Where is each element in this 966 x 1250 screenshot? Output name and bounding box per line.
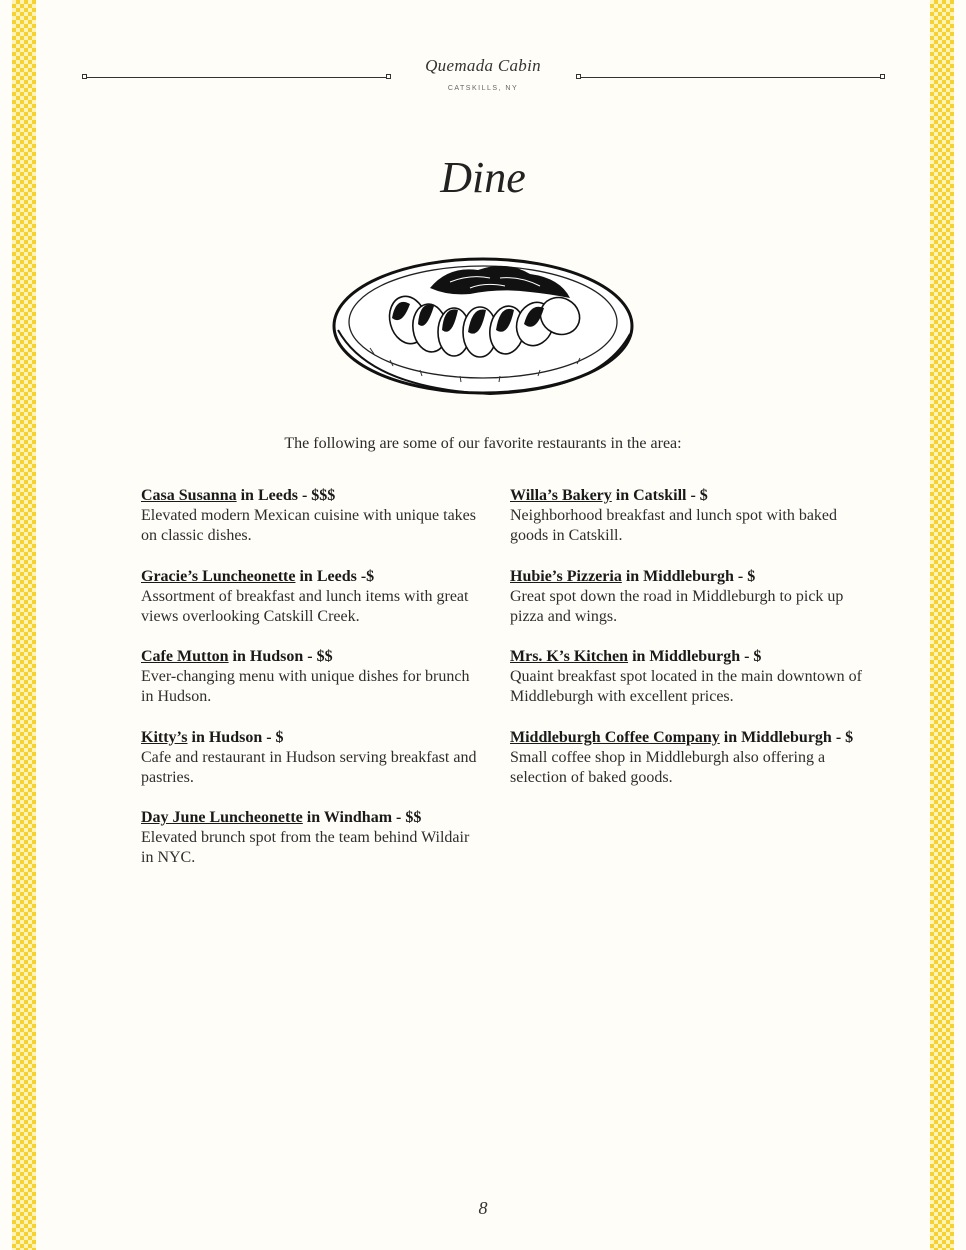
restaurant-name-link[interactable]: Gracie’s Luncheonette	[141, 567, 296, 585]
restaurant-list-right	[510, 486, 865, 808]
restaurant-description: Cafe and restaurant in Hudson serving breakfast and pastries.	[141, 748, 477, 786]
restaurant-description: Quaint breakfast spot located in the main downtown of Middleburgh with excellent prices.	[510, 668, 862, 705]
restaurant-entry	[141, 486, 481, 567]
restaurant-name-link[interactable]: Hubie’s Pizzeria	[510, 567, 622, 585]
restaurant-name-link[interactable]: Middleburgh Coffee Company	[510, 728, 720, 746]
header-rule-right	[578, 77, 883, 78]
rule-end-node	[82, 74, 87, 79]
brand-name: Quemada Cabin	[425, 56, 541, 75]
restaurant-description: Neighborhood breakfast and lunch spot with baked goods in Catskill.	[510, 507, 838, 544]
page-number: 8	[478, 1198, 488, 1218]
restaurant-entry	[510, 647, 865, 728]
restaurant-name-link[interactable]: Mrs. K’s Kitchen	[510, 648, 629, 665]
restaurant-entry	[141, 647, 481, 728]
restaurant-description: Elevated brunch spot from the team behind Wildair in NYC.	[141, 829, 470, 866]
restaurant-entry	[510, 728, 865, 809]
restaurant-name-link[interactable]: Willa’s Bakery	[510, 487, 612, 504]
intro-text: The following are some of our favorite restaurants in the area:	[284, 435, 682, 452]
restaurant-description: Ever-changing menu with unique dishes for brunch in Hudson.	[141, 668, 470, 705]
restaurant-detail: in Leeds - $$$	[236, 487, 336, 504]
restaurant-entry	[141, 567, 481, 648]
restaurant-description: Small coffee shop in Middleburgh also offering a selection of baked goods.	[510, 748, 826, 786]
restaurant-detail: in Windham - $$	[302, 809, 422, 826]
restaurant-detail: in Middleburgh - $	[621, 567, 756, 585]
restaurant-list-left	[141, 486, 481, 889]
restaurant-name-link[interactable]: Cafe Mutton	[141, 648, 229, 665]
restaurant-entry	[510, 486, 865, 567]
brand-location: CATSKILLS, NY	[447, 85, 519, 92]
restaurant-detail: in Leeds -$	[295, 567, 375, 585]
restaurant-name-link[interactable]: Kitty’s	[141, 728, 188, 746]
header-rule-left	[84, 77, 389, 78]
caprese-plate-icon	[330, 248, 636, 400]
restaurant-entry	[510, 567, 865, 648]
restaurant-detail: in Catskill - $	[611, 487, 708, 504]
checker-border-right	[930, 0, 954, 1250]
restaurant-name-link[interactable]: Casa Susanna	[141, 487, 237, 504]
page-title: Dine	[440, 153, 526, 202]
restaurant-detail: in Middleburgh - $	[719, 728, 854, 746]
restaurant-description: Assortment of breakfast and lunch items with great views overlooking Catskill Creek.	[141, 587, 469, 625]
checker-border-left	[12, 0, 36, 1250]
restaurant-detail: in Middleburgh - $	[628, 648, 762, 665]
restaurant-entry	[141, 728, 481, 809]
restaurant-entry	[141, 808, 481, 889]
restaurant-name-link[interactable]: Day June Luncheonette	[141, 809, 303, 826]
restaurant-description: Great spot down the road in Middleburgh to pick up pizza and wings.	[510, 587, 844, 625]
restaurant-description: Elevated modern Mexican cuisine with unique takes on classic dishes.	[141, 507, 477, 544]
rule-end-node	[880, 74, 885, 79]
restaurant-detail: in Hudson - $$	[228, 648, 333, 665]
restaurant-detail: in Hudson - $	[187, 728, 284, 746]
